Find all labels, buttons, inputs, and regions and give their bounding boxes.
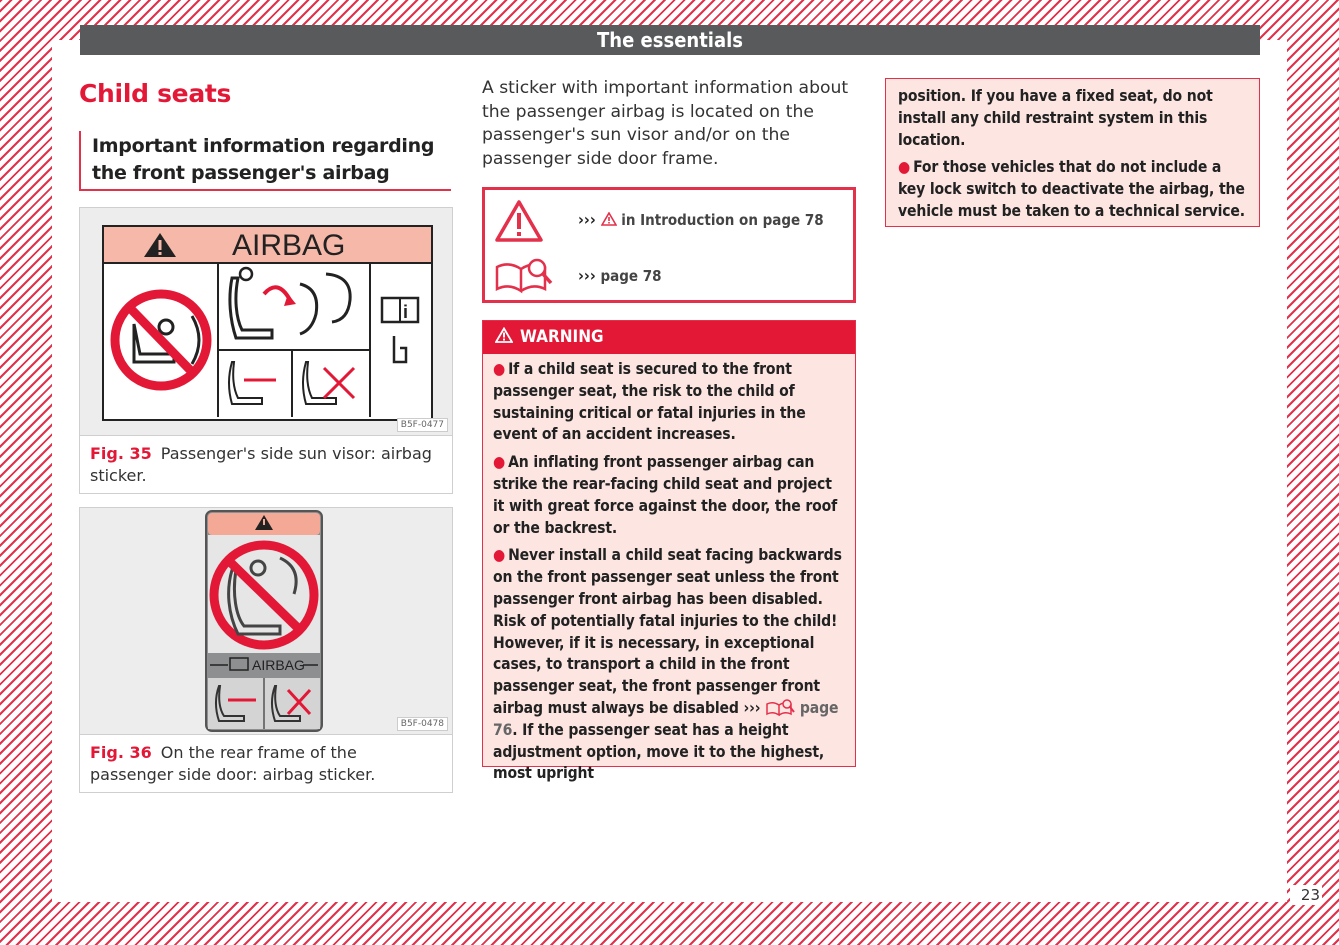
sticker-header [104,227,431,264]
figure-caption-text: On the rear frame of the passenger side door: airbag sticker. [90,743,376,784]
section-header: The essentials [80,25,1260,55]
small-warning-icon [601,212,617,226]
cross-reference-box [482,187,856,303]
book-magnifier-icon [765,698,795,716]
figure-35-image [80,208,452,436]
chapter-title: Child seats [79,79,232,108]
airbag-sticker-visor [102,225,433,421]
warning-triangle-icon [493,198,545,246]
xref-page-link[interactable]: ››› page 78 [578,266,662,285]
figure-caption [80,436,452,493]
sticker-pictograms [104,264,427,417]
warning-body [483,354,855,785]
figure-caption-text: Passenger's side sun visor: airbag sticker. [90,444,432,485]
warning-triangle-icon [140,227,180,262]
warning-box [482,320,856,783]
figure-number: Fig. 35 [90,444,152,463]
warning-triangle-icon [495,327,513,343]
figure-code: B5F-0477 [397,418,448,432]
svg-text:AIRBAG: AIRBAG [252,657,305,673]
warning-continuation-box [885,78,1260,227]
warning-page-link[interactable]: page 76 [493,698,839,739]
sticker-airbag-label: AIRBAG [232,229,346,262]
intro-paragraph: A sticker with important information about the passenger airbag is located on the passenger's sun visor and/or on the passenger side door frame. [482,78,849,169]
figure-36 [79,507,453,793]
warning-title: WARNING [520,327,604,347]
airbag-sticker-door [80,508,452,734]
warning-bullet: ● For those vehicles that do not include a key lock switch to deactivate the airbag, the vehicle must be taken to a technical service. [898,158,1245,220]
warning-bullet: ● An inflating front passenger airbag can strike the rear-facing child seat and project it with great force against the door, the roof or the backrest. [493,453,838,537]
xref-warning-link[interactable]: ››› in Introduction on page 78 [578,210,824,229]
section-title: Important information regarding the front passenger's airbag [79,131,451,191]
figure-35 [79,207,453,494]
book-magnifier-icon [493,255,555,295]
svg-text:i: i [403,302,409,322]
warning-header [483,321,855,354]
warning-bullet: ● Never install a child seat facing backwards on the front passenger seat unless the front passenger front airbag has been disabled. Risk of potentially fatal injuries to the child! However, if it is necessary, in exceptional cases, to transport a child in the front passenger seat, the front passenger front airbag must always be disabled ››› page 76. If the passenger seat has a height adjustment option, move it to the highest, most upright [493,546,842,783]
figure-caption [80,735,452,792]
figure-number: Fig. 36 [90,743,152,762]
figure-code: B5F-0478 [397,717,448,731]
figure-36-image [80,508,452,735]
continuation-text: position. If you have a fixed seat, do not install any child restraint system in this location. [898,87,1213,149]
warning-bullet: ● If a child seat is secured to the front passenger seat, the risk to the child of sustaining critical or fatal injuries in the event of an accident increases. [493,360,806,444]
page-number: 23 [1290,885,1322,905]
